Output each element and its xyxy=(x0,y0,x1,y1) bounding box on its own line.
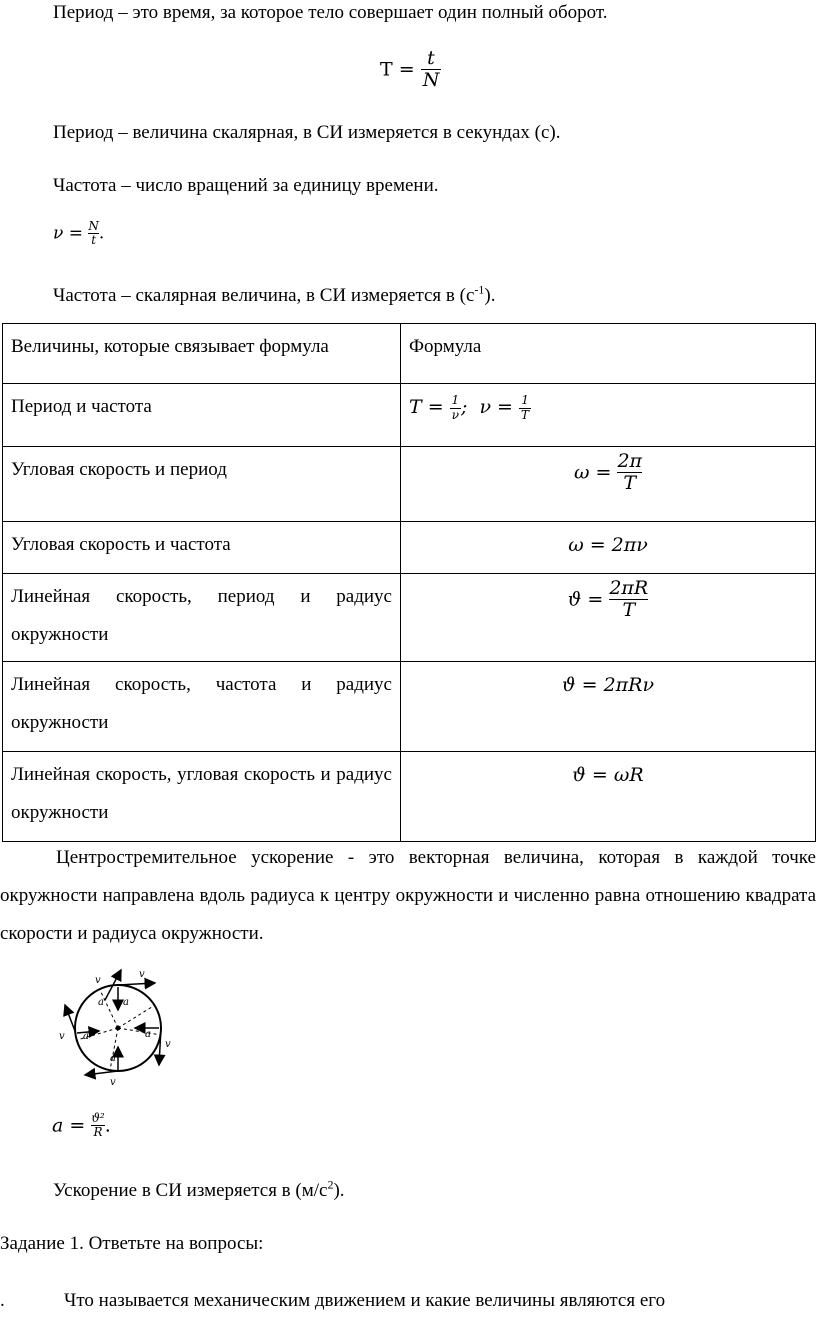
frequency-scalar-main: Частота – скалярная величина, в СИ измеряется в (с xyxy=(53,285,475,306)
formula-accel-lhs: a = xyxy=(52,1114,86,1137)
acceleration-unit-sup: 2 xyxy=(327,1177,334,1192)
formula-frequency-den: t xyxy=(88,233,99,247)
svg-text:a: a xyxy=(123,997,129,1008)
question-1-marker: . xyxy=(0,1290,5,1311)
formula-period-fraction xyxy=(421,48,442,91)
table-row-label: Период и частота xyxy=(3,384,401,447)
table-row-label: Угловая скорость и частота xyxy=(3,522,401,574)
centripetal-paragraph: Центростремительное ускорение - это векторная величина, которая в каждой точке окружности направлена вдоль радиуса к центру окружности и численно равна отношению квадрата скорости и радиуса окружности. xyxy=(0,847,816,944)
formula-accel-tail: . xyxy=(104,1114,111,1137)
svg-text:v: v xyxy=(165,1039,171,1050)
formula-T-fraction: $\frac{1}{\nu}$ xyxy=(451,393,460,422)
frequency-definition: Частота – число вращений за единицу времени. xyxy=(53,175,439,196)
table-row-formula: T = $\frac{1}{\nu}$ ; ν = $\frac{1}{T}$ xyxy=(401,384,816,447)
table-header-formula: Формула xyxy=(401,324,816,384)
velocity-arrow-top xyxy=(118,983,155,985)
formula-frequency-tail: . xyxy=(98,223,105,244)
svg-text:v: v xyxy=(139,969,145,980)
table-row-formula: ω = $\frac{2\pi}{T}$ xyxy=(401,447,816,522)
table-row xyxy=(3,384,816,447)
formula-frequency-num: N xyxy=(88,219,99,233)
formula-frequency-lhs: ν = xyxy=(53,223,83,244)
table-row-label: Угловая скорость и период xyxy=(3,447,401,522)
acceleration-unit-main: Ускорение в СИ измеряется в (м/с xyxy=(53,1180,328,1201)
formula-period-lhs: T = xyxy=(380,58,415,81)
formula-period xyxy=(380,48,441,91)
svg-text:a: a xyxy=(110,1053,116,1064)
formula-nu-eq: ν = xyxy=(479,396,513,418)
table-row xyxy=(3,447,816,522)
task-title: Задание 1. Ответьте на вопросы: xyxy=(0,1233,264,1254)
period-definition: Период – это время, за которое тело совершает один полный оборот. xyxy=(53,2,608,23)
table-row-formula: ω = 2πν xyxy=(401,522,816,574)
svg-text:v: v xyxy=(59,1031,65,1042)
table-row-label: Линейная скорость, частота и радиус окружности xyxy=(3,662,401,752)
svg-text:v: v xyxy=(110,1077,116,1088)
formula-accel-den: R xyxy=(91,1125,104,1139)
table-row-label: Линейная скорость, период и радиус окружности xyxy=(3,574,401,662)
formula-frequency xyxy=(53,220,104,247)
centripetal-figure xyxy=(55,965,185,1090)
table-header-quantities: Величины, которые связывает формула xyxy=(3,324,401,384)
formula-period-num: t xyxy=(427,47,435,69)
velocity-arrow-left xyxy=(65,1005,75,1031)
table-row xyxy=(3,574,816,662)
svg-text:a: a xyxy=(98,997,104,1008)
period-scalar-text: Период – величина скалярная, в СИ измеряется в секундах (с). xyxy=(53,122,561,143)
formula-T-eq: T = xyxy=(409,396,444,418)
question-1-text: Что называется механическим движением и какие величины являются его xyxy=(64,1290,666,1311)
svg-text:v: v xyxy=(95,975,101,986)
velocity-arrow-bottom xyxy=(85,1071,118,1075)
acceleration-unit-text xyxy=(53,1177,345,1202)
svg-text:a: a xyxy=(145,1029,151,1040)
acceleration-unit-tail: ). xyxy=(333,1180,345,1201)
formula-theta-fraction: $\frac{2\pi R}{T}$ xyxy=(609,577,649,621)
formula-table xyxy=(2,323,816,842)
formula-nu-fraction: $\frac{1}{T}$ xyxy=(521,393,530,422)
table-row xyxy=(3,522,816,574)
table-row-formula: ϑ = 2πRν xyxy=(401,662,816,752)
table-row xyxy=(3,752,816,842)
table-row-label: Линейная скорость, угловая скорость и радиус окружности xyxy=(3,752,401,842)
formula-period-den: N xyxy=(422,68,440,91)
table-header-row xyxy=(3,324,816,384)
formula-accel-num: ϑ² xyxy=(91,1111,105,1125)
formula-omega-fraction: $\frac{2\pi}{T}$ xyxy=(617,450,643,494)
table-row-formula: ϑ = ωR xyxy=(401,752,816,842)
table-row xyxy=(3,662,816,752)
velocity-arrow-right xyxy=(159,1028,161,1065)
frequency-scalar-text xyxy=(53,282,496,307)
table-row-formula: ϑ = $\frac{2\pi R}{T}$ xyxy=(401,574,816,662)
frequency-scalar-tail: ). xyxy=(484,285,496,306)
formula-acceleration xyxy=(52,1112,111,1139)
formula-accel-fraction xyxy=(91,1112,104,1139)
svg-text:a: a xyxy=(83,1031,89,1042)
frequency-scalar-sup: -1 xyxy=(474,282,485,297)
formula-frequency-fraction xyxy=(88,220,99,247)
